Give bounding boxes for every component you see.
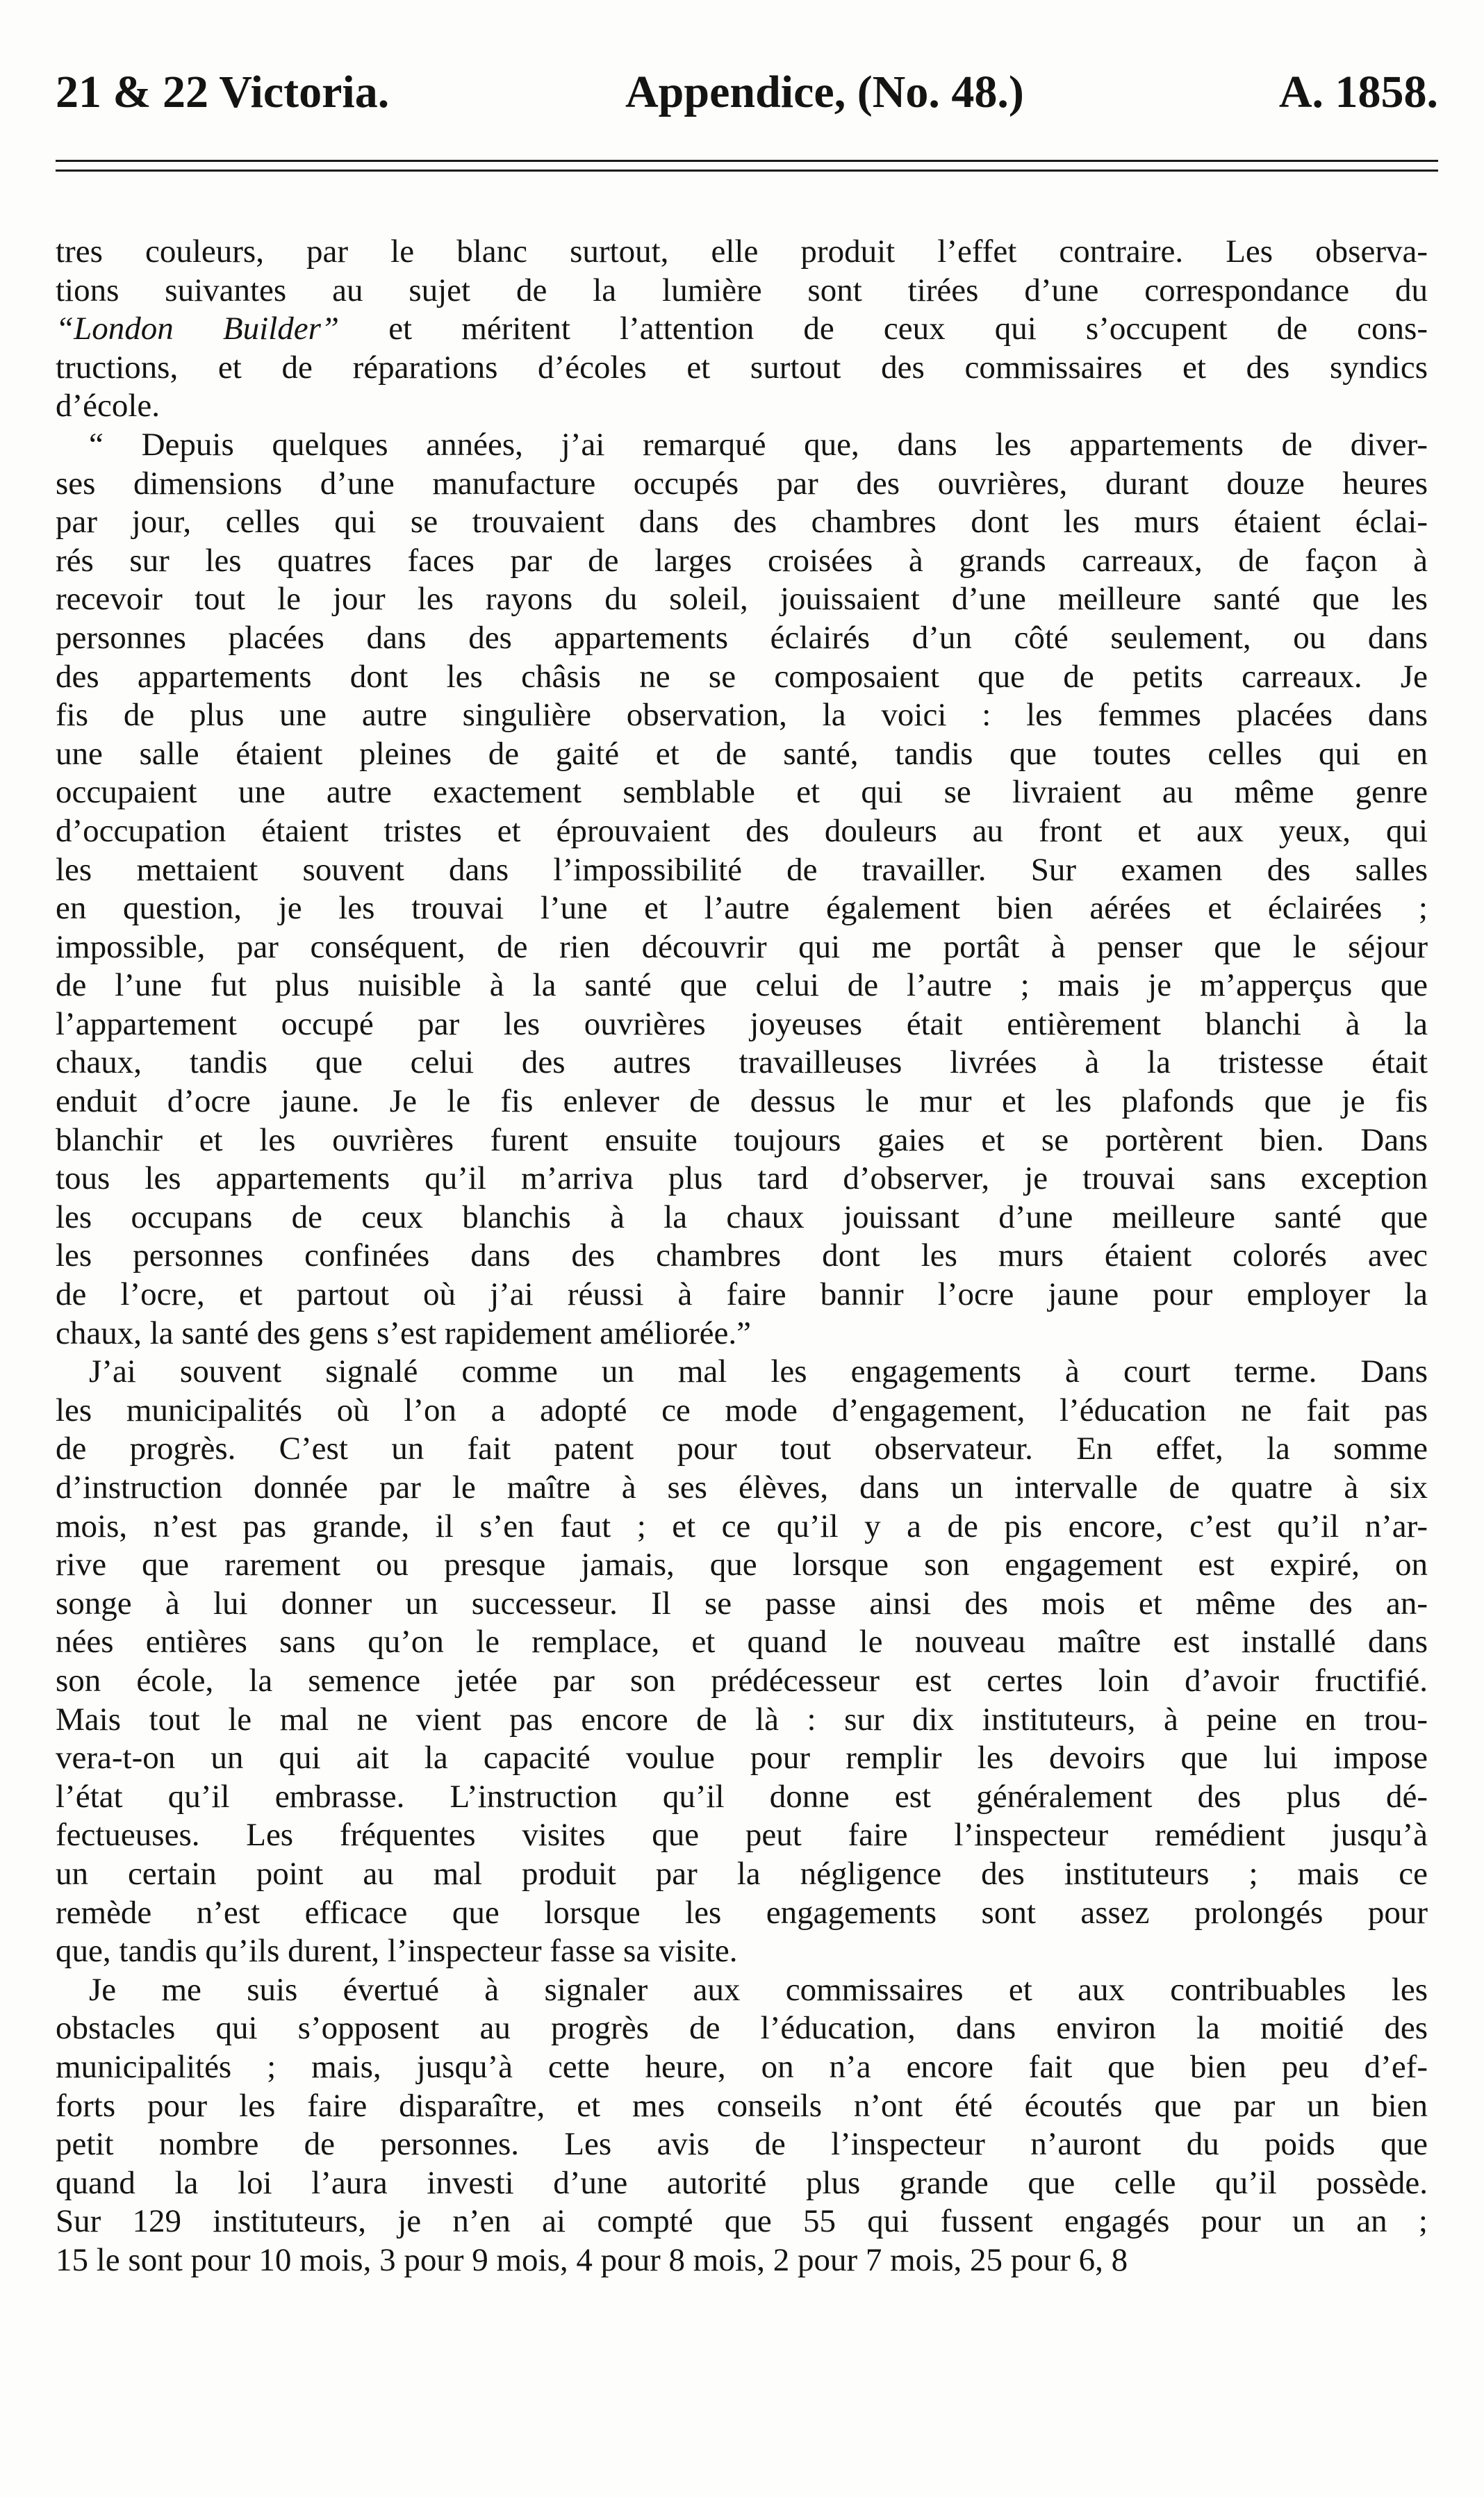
text-line: 15 le sont pour 10 mois, 3 pour 9 mois, 4 pour 8 mois, 2 pour 7 mois, 25 pour 6, 8 [56,2241,1128,2278]
text-line: Je me suis évertué à signaler aux commissaires et aux contribuables les [89,1971,1428,2008]
paragraph [56,233,1428,426]
text-line: tres couleurs, par le blanc surtout, elle produit l’effet contraire. Les observa- [56,233,1428,270]
text-line: J’ai souvent signalé comme un mal les engagements à court terme. Dans [89,1353,1428,1390]
header-session: 21 & 22 Victoria. [56,67,390,117]
text-line: remède n’est efficace que lorsque les engagements sont assez prolongés pour [56,1894,1428,1931]
text-line: que, tandis qu’ils durent, l’inspecteur fasse sa visite. [56,1933,738,1970]
text-line: les mettaient souvent dans l’impossibilité de travailler. Sur examen des salles [56,851,1428,888]
text-line: tions suivantes au sujet de la lumière sont tirées d’une correspondance du [56,272,1428,308]
text-line: des appartements dont les châsis ne se composaient que de petits carreaux. Je [56,658,1428,695]
text-line: Sur 129 instituteurs, je n’en ai compté que 55 qui fussent engagés pour un an ; [56,2203,1428,2240]
text-line: un certain point au mal produit par la négligence des instituteurs ; mais ce [56,1855,1428,1892]
header-rule-bottom [56,170,1438,172]
text-line: mois, n’est pas grande, il s’en faut ; et ce qu’il y a de pis encore, c’est qu’il n’ar- [56,1508,1428,1544]
text-line: impossible, par conséquent, de rien découvrir qui me portât à penser que le séjour [56,928,1428,965]
text-line: nées entières sans qu’on le remplace, et quand le nouveau maître est installé dans [56,1624,1428,1660]
text-line: d’instruction donnée par le maître à ses élèves, dans un intervalle de quatre à six [56,1469,1428,1506]
body-text [56,233,1428,2280]
text-line: occupaient une autre exactement semblable et qui se livraient au même genre [56,774,1428,811]
text-line: de l’une fut plus nuisible à la santé que celui de l’autre ; mais je m’apperçus que [56,967,1428,1004]
text-line: les personnes confinées dans des chambres dont les murs étaient colorés avec [56,1237,1428,1274]
text-line: l’état qu’il embrasse. L’instruction qu’il donne est généralement des plus dé- [56,1778,1428,1815]
text-line: chaux, tandis que celui des autres travailleuses livrées à la tristesse était [56,1044,1428,1081]
text-line: municipalités ; mais, jusqu’à cette heure, on n’a encore fait que bien peu d’ef- [56,2048,1428,2085]
text-line: Mais tout le mal ne vient pas encore de là : sur dix instituteurs, à peine en trou- [56,1701,1428,1738]
text-line: ses dimensions d’une manufacture occupés par des ouvrières, durant douze heures [56,465,1428,502]
text-line: d’occupation étaient tristes et éprouvaient des douleurs au front et aux yeux, qui [56,812,1428,849]
text-line: l’appartement occupé par les ouvrières joyeuses était entièrement blanchi à la [56,1005,1428,1042]
publication-title: “London Builder” [56,311,340,347]
text-line: vera-t-on un qui ait la capacité voulue pour remplir les devoirs que lui impose [56,1740,1428,1777]
text-line: les occupans de ceux blanchis à la chaux jouissant d’une meilleure santé que [56,1198,1428,1235]
text-line: forts pour les faire disparaître, et mes conseils n’ont été écoutés que par un bien [56,2087,1428,2124]
text-line: petit nombre de personnes. Les avis de l’inspecteur n’auront du poids que [56,2126,1428,2163]
text-line: chaux, la santé des gens s’est rapidement améliorée.” [56,1315,751,1351]
page-header [56,66,1438,122]
text-line: les municipalités où l’on a adopté ce mode d’engagement, l’éducation ne fait pas [56,1392,1428,1428]
text-line: une salle étaient pleines de gaité et de santé, tandis que toutes celles qui en [56,735,1428,772]
paragraph [56,1353,1428,1971]
text-line: tous les appartements qu’il m’arriva plus tard d’observer, je trouvai sans exception [56,1160,1428,1197]
text-line: de l’ocre, et partout où j’ai réussi à faire bannir l’ocre jaune pour employer la [56,1276,1428,1313]
text-line: fis de plus une autre singulière observation, la voici : les femmes placées dans [56,697,1428,734]
text-line: enduit d’ocre jaune. Je le fis enlever de dessus le mur et les plafonds que je fis [56,1083,1428,1120]
paragraph [56,1971,1428,2280]
text-line: rive que rarement ou presque jamais, que lorsque son engagement est expiré, on [56,1547,1428,1583]
text-line: “ Depuis quelques années, j’ai remarqué que, dans les appartements de diver- [89,426,1428,463]
header-appendix: Appendice, (No. 48.) [625,67,1024,117]
text-line: personnes placées dans des appartements éclairés d’un côté seulement, ou dans [56,619,1428,656]
text-line: de progrès. C’est un fait patent pour tout observateur. En effet, la somme [56,1431,1428,1467]
text-line: recevoir tout le jour les rayons du soleil, jouissaient d’une meilleure santé que les [56,581,1428,618]
text-line: en question, je les trouvai l’une et l’autre également bien aérées et éclairées ; [56,890,1428,927]
text-line: son école, la semence jetée par son prédécesseur est certes loin d’avoir fructifié. [56,1662,1428,1699]
text-line: d’école. [56,388,160,425]
text-line: tructions, et de réparations d’écoles et surtout des commissaires et des syndics [56,349,1428,386]
header-rule-top [56,160,1438,162]
text-line: obstacles qui s’opposent au progrès de l’éducation, dans environ la moitié des [56,2010,1428,2047]
text-line: rés sur les quatres faces par de larges croisées à grands carreaux, de façon à [56,542,1428,579]
header-year: A. 1858. [1278,67,1438,117]
text-line: songe à lui donner un successeur. Il se passe ainsi des mois et même des an- [56,1585,1428,1622]
text-line: quand la loi l’aura investi d’une autorité plus grande que celle qu’il possède. [56,2164,1428,2201]
text-line: blanchir et les ouvrières furent ensuite toujours gaies et se portèrent bien. Dans [56,1121,1428,1158]
text-line: par jour, celles qui se trouvaient dans des chambres dont les murs étaient éclai- [56,504,1428,541]
text-line: fectueuses. Les fréquentes visites que peut faire l’inspecteur remédient jusqu’à [56,1817,1428,1854]
text-line: “London Builder” et méritent l’attention de ceux qui s’occupent de cons- [56,311,1428,347]
paragraph [56,426,1428,1353]
